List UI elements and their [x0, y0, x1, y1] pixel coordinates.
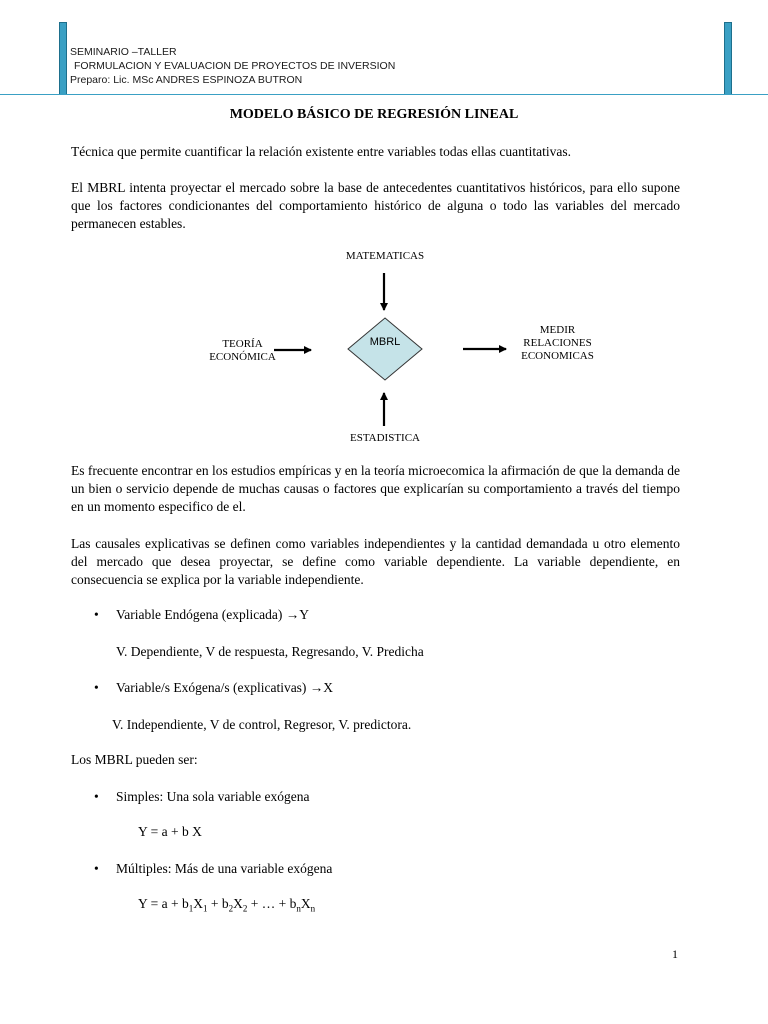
diagram-center-label: MBRL [369, 336, 401, 348]
page-number: 1 [672, 947, 678, 961]
bullet-2-dot: • [94, 680, 99, 695]
mbrl-types-intro: Los MBRL pueden ser: [71, 752, 198, 767]
bullet-4-text: Múltiples: Más de una variable exógena [116, 861, 333, 876]
header-line-3: Preparo: Lic. MSc ANDRES ESPINOZA BUTRON [70, 74, 303, 86]
bullet-3-text: Simples: Una sola variable exógena [116, 789, 310, 804]
bullet-3-dot: • [94, 789, 99, 804]
paragraph-3: Es frecuente encontrar en los estudios empíricas y en la teoría microecomica la afirmación de que la demanda de un bien o servicio depende de muchas causas o factores que explicarían su comportamiento a través del tiempo en un momento especifico de el. [71, 463, 680, 514]
paragraph-1: Técnica que permite cuantificar la relación existente entre variables todas ellas cuantitativas. [71, 144, 572, 159]
bullet-2-subtext: V. Independiente, V de control, Regresor, V. predictora. [112, 717, 412, 732]
paragraph-4: Las causales explicativas se definen como variables independientes y la cantidad demandada u otro elemento del mercado que desea proyectar, se define como variable dependiente. La variable dependiente, en consecuencia se explica por la variable independiente. [71, 536, 680, 587]
mbrl-diamond [348, 318, 422, 380]
bullet-1-dot: • [94, 607, 99, 622]
diagram-label-bottom: ESTADISTICA [349, 432, 420, 444]
bullet-1-text: Variable Endógena (explicada) →Y [116, 607, 310, 622]
diagram-label-top: MATEMATICAS [345, 250, 425, 262]
multiple-formula: $Y = a + b_1X_1 + b_2X_2$ + … + $b_nX_n$ [138, 896, 316, 914]
bullet-4-dot: • [94, 861, 99, 876]
diagram-right-line-2: RELACIONES [523, 337, 592, 349]
diagram-right-line-1: MEDIR [539, 324, 576, 336]
bullet-2-text: Variable/s Exógena/s (explicativas) →X [116, 680, 334, 695]
bullet-1-subtext: V. Dependiente, V de respuesta, Regresando, V. Predicha [116, 644, 424, 659]
header-line-1: SEMINARIO –TALLER [70, 46, 177, 58]
diagram-left-line-2: ECONÓMICA [209, 351, 276, 363]
paragraph-2: El MBRL intenta proyectar el mercado sobre la base de antecedentes cuantitativos históricos, para ello supone que los factores condicionantes del comportamiento histórico de alguna o todo las variables del mercado permanecen estables. [71, 180, 680, 231]
diagram-left-line-1: TEORÍA [222, 338, 263, 350]
page-title: MODELO BÁSICO DE REGRESIÓN LINEAL [229, 107, 519, 122]
simple-formula: Y = a + b X [138, 824, 202, 839]
diagram-right-line-3: ECONOMICAS [521, 350, 594, 362]
header-line-2: FORMULACION Y EVALUACION DE PROYECTOS DE INVERSION [74, 60, 396, 72]
